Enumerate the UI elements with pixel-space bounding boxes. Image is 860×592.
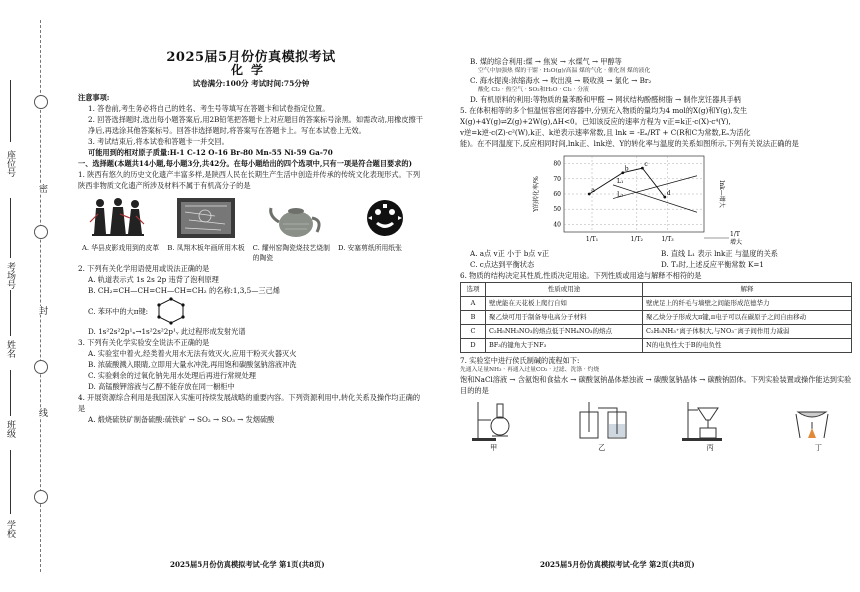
apparatus-yi-icon xyxy=(574,398,634,442)
notes-heading: 注意事项: xyxy=(78,93,110,102)
q5-stem-2: v逆=k逆·c(Z)·c²(W),k正、k逆表示速率常数,且 lnk = -Eₐ/RT + C(R和C为常数,Eₐ为活化 xyxy=(460,128,751,137)
table-cell: 壁虎能在天花板上爬行自如 xyxy=(486,297,643,311)
table-header-cell: 选项 xyxy=(461,283,486,297)
table-row[interactable] xyxy=(461,311,852,325)
chart-ytick-label: 80 xyxy=(553,160,561,168)
q1-option-b[interactable]: B. 凤翔木板年画所用木板 xyxy=(167,244,245,252)
chart-point xyxy=(641,167,644,170)
q4-stem: 4. 开展资源综合利用是我国深入实施可持续发展战略的重要内容。下列资源利用中,转化关系及操作均正确的是 xyxy=(78,393,421,413)
seal-mark: 密 xyxy=(37,184,47,193)
ceramic-teapot-image xyxy=(265,194,327,242)
left-content xyxy=(78,52,424,425)
table-header-row xyxy=(461,283,852,297)
chart-point xyxy=(621,171,624,174)
q4-option-c[interactable]: C. 海水提溴:浓缩海水 → 吹出溴 → 吸收溴 → 氯化 → Br₂ xyxy=(470,76,652,85)
school-label: 学校 xyxy=(5,520,15,538)
table-cell: A xyxy=(461,297,486,311)
exam-title: 2025届5月份仿真模拟考试 xyxy=(166,50,336,65)
q4-option-b[interactable]: B. 煤的综合利用:煤 → 焦炭 → 水煤气 → 甲醇等 xyxy=(470,57,622,66)
q4-option-d[interactable]: D. 有机原料的利用:等物质的量苯酚和甲醛 → 网状结构酚醛树脂 → 制作烹饪器具手柄 xyxy=(470,95,741,104)
binding-hole xyxy=(34,95,48,109)
q7-apparatus-labels xyxy=(490,442,822,453)
chart-xtick-label: 1/T₂ xyxy=(630,236,643,243)
q2-option-a[interactable]: A. 轨道表示式 1s 2s 2p 违背了泡利原理 xyxy=(88,275,219,284)
q5-option-c[interactable]: C. c点达到平衡状态 xyxy=(470,260,535,269)
apparatus-label[interactable]: 丁 xyxy=(814,443,822,452)
apparatus-ding-icon xyxy=(782,398,842,442)
chart-xunit: 增大 xyxy=(730,239,743,246)
q1-images xyxy=(86,194,416,242)
q4-b-lab-3: 催化剂 煤的液化 xyxy=(607,68,651,74)
apparatus-label[interactable]: 甲 xyxy=(490,443,498,452)
table-cell: 聚乙炔可用于制备导电高分子材料 xyxy=(486,311,643,325)
table-header-cell: 解释 xyxy=(643,283,852,297)
q5-option-b[interactable]: B. 直线 L₁ 表示 lnk正 与温度的关系 xyxy=(661,249,778,258)
q1-stem: 1. 陕西有悠久的历史文化遗产丰富多样,是陕西人民在长期生产生活中创造并传承的传统文化表现形式。下列陕西非物质文化遗产所涉及材料不属于有机高分子的是 xyxy=(78,170,421,190)
table-row[interactable] xyxy=(461,339,852,353)
exam-meta: 试卷满分:100分 考试时间:75分钟 xyxy=(192,79,310,88)
note-3: 3. 考试结束后,将本试卷和答题卡一并交回。 xyxy=(88,137,229,146)
table-cell: N的电负性大于B的电负性 xyxy=(643,339,852,353)
q1-option-a[interactable]: A. 华县皮影戏用到的皮革 xyxy=(82,244,160,252)
q2-option-c[interactable]: C. 苯环中的大π键: xyxy=(88,306,149,316)
shadow-puppet-image xyxy=(86,194,148,242)
seat-label: 座位号 xyxy=(5,150,15,177)
chart-xlabel: 1/T xyxy=(730,231,740,238)
q3-option-b[interactable]: B. 浓硫酸溅入眼睛,立即用大量水冲洗,再用饱和碳酸氢钠溶液冲洗 xyxy=(88,360,297,369)
q7-flow-labels: 先通入足量NH₃ · 再通入过量CO₂ · 过滤、洗涤 · 灼烧 xyxy=(460,367,600,373)
binding-hole xyxy=(34,225,48,239)
q4-b-lab-2: H₂O(g)/高温 煤的气化 xyxy=(543,68,603,74)
q5-stem-1: 5. 在体积相等的多个恒温恒容密闭容器中,分别充入物质的量均为4 mol的X(g)和Y(g),发生X(g)+4Y(g)⇌Z(g)+2W(g),ΔH<0。已知该反应的速率方程为 v正=k正·c(X)·c⁴(Y), xyxy=(460,106,748,126)
q2-stem: 2. 下列有关化学用语使用或说法正确的是 xyxy=(78,264,210,273)
q7-stem: 7. 实验室中进行侯氏制碱的流程如下: xyxy=(460,356,580,365)
q7-lab-4: 灼烧 xyxy=(587,367,600,373)
q2-option-d[interactable]: D. 1s²2s²2p¹ₓ→1s²2s²2p¹ᵧ 此过程形成发射光谱 xyxy=(88,327,246,336)
q4-option-a[interactable]: A. 煅烧硫铁矿制备硫酸:硫铁矿 → SO₂ → SO₃ → 发烟硫酸 xyxy=(88,415,275,424)
q6-stem: 6. 物质的结构决定其性质,性质决定用途。下列性质或用途与解释不相符的是 xyxy=(460,271,702,280)
section-heading: 一、选择题(本题共14小题,每小题3分,共42分。在每小题给出的四个选项中,只有一项是符合题目要求的) xyxy=(78,159,413,168)
table-header-cell: 性质或用途 xyxy=(486,283,643,297)
apparatus-label[interactable]: 丙 xyxy=(706,443,714,452)
chart-point-label: d xyxy=(666,190,671,198)
q1-options xyxy=(82,243,420,263)
note-2: 2. 回答选择题时,选出每小题答案后,用2B铅笔把答题卡上对应题目的答案标号涂黑。如需改动,用橡皮擦干净后,再选涂其他答案标号。回答非选择题时,将答案写在答题卡上。写在本试卷上无效。 xyxy=(88,115,423,135)
chart-point xyxy=(588,193,591,196)
chart-xtick-label: 1/T₃ xyxy=(661,236,674,243)
chart-xtick-label: 1/T₁ xyxy=(585,236,599,243)
q5-stem-3: 能)。在不同温度下,反应相同时间,lnk正、lnk逆、Y的转化率与温度的关系如图所示,下列有关说法正确的是 xyxy=(460,139,799,148)
chart-y2label: lnk—增大 xyxy=(718,180,725,208)
apparatus-bing-icon xyxy=(678,398,738,442)
chart-point-label: b xyxy=(624,165,629,173)
note-1: 1. 答卷前,考生务必将自己的姓名、考生号等填写在答题卡和试卷指定位置。 xyxy=(88,104,330,113)
q4-c-lab-2: 热空气 xyxy=(505,87,523,93)
chart-ytick-label: 50 xyxy=(553,206,561,214)
chart-line-L₁ xyxy=(613,185,697,212)
right-content xyxy=(460,56,852,453)
q1-option-c[interactable]: C. 耀州窑陶瓷烧技艺烧制的陶瓷 xyxy=(252,244,330,262)
q7-lab-2: 再通入过量CO₂ xyxy=(506,367,548,373)
table-cell: 壁虎足上的纤毛与墙壁之间能形成范德华力 xyxy=(643,297,852,311)
binding-margin xyxy=(0,0,72,592)
room-label: 考场号 xyxy=(5,262,15,289)
class-label: 班级 xyxy=(5,420,15,438)
q4-b-lab-1: 空气中加强热 煤的干馏 xyxy=(478,68,538,74)
q1-option-d[interactable]: D. 安塞剪纸所用纸张 xyxy=(337,244,402,252)
q2-option-b[interactable]: B. CH₂=CH—CH=CH—CH=CH₂ 的名称:1,3,5—三己烯 xyxy=(88,286,280,295)
q4-c-lab-3: SO₂和H₂O xyxy=(528,87,558,93)
paper-cut-image xyxy=(354,194,416,242)
binding-hole xyxy=(34,490,48,504)
chart-point-label: a xyxy=(591,187,595,194)
table-cell: C₂H₅NH₃NO₃的熔点低于NH₄NO₃的熔点 xyxy=(486,325,643,339)
q4-option-c-labels: 酸化 Cl₂ · 热空气 · SO₂和H₂O · Cl₂ · 分液 xyxy=(478,87,589,93)
name-label: 姓名 xyxy=(5,340,15,358)
q5-option-d[interactable]: D. T₂时,上述反应平衡常数 K=1 xyxy=(661,260,764,269)
chart-line-label: L₂ xyxy=(617,191,624,199)
binding-hole xyxy=(34,360,48,374)
footer-left: 2025届5月份仿真模拟考试·化学 第1页(共8页) xyxy=(170,560,325,569)
seat-line xyxy=(10,80,11,142)
chart-ylabel: Y的转化率/% xyxy=(533,176,540,212)
q4-c-lab-5: 分液 xyxy=(577,87,589,93)
chart-point-label: c xyxy=(644,161,648,169)
apparatus-label[interactable]: 乙 xyxy=(598,443,606,452)
q7-flow: 饱和NaCl溶液 → 含氨饱和食盐水 → 碳酸氢钠晶体悬浊液 → 碳酸氢钠晶体 → 碳酸钠固体。下列实验装置或操作能达到实验目的的是 xyxy=(460,375,852,395)
feng-mark: 封 xyxy=(37,306,47,315)
q5-chart xyxy=(524,150,764,248)
q2-option-c-row xyxy=(78,296,424,326)
room-line xyxy=(10,198,11,258)
q5-options xyxy=(460,248,852,259)
q4-c-lab-1: 酸化 Cl₂ xyxy=(478,87,501,93)
q4-option-b-labels: 空气中加强热 煤的干馏 · H₂O(g)/高温 煤的气化 · 催化剂 煤的液化 xyxy=(478,68,651,74)
q7-lab-1: 先通入足量NH₃ xyxy=(460,367,502,373)
chart-point xyxy=(663,196,666,199)
exam-subject: 化学 xyxy=(230,63,271,77)
atomic-masses: 可能用到的相对原子质量:H-1 C-12 O-16 Br-80 Mn-55 Ni-59 Ga-70 xyxy=(88,148,333,157)
q6-table xyxy=(460,282,852,353)
line-mark: 线 xyxy=(37,408,47,417)
q3-option-a[interactable]: A. 实验室中着火,经类着火用水无法有效灭火,应用干粉灭火器灭火 xyxy=(88,349,297,358)
chart-ytick-label: 70 xyxy=(553,175,561,183)
table-cell: C xyxy=(461,325,486,339)
q5-option-a[interactable]: A. a点 v正 小于 b点 v正 xyxy=(470,249,550,258)
school-line xyxy=(10,450,11,514)
chart-line-L₂ xyxy=(613,176,697,199)
apparatus-jia-icon xyxy=(470,398,530,442)
chart-ytick-label: 40 xyxy=(553,221,561,229)
q5-options-2 xyxy=(460,259,852,270)
q7-lab-3: 过滤、洗涤 xyxy=(553,367,582,373)
chart-ytick-label: 60 xyxy=(553,191,561,198)
table-cell: C₂H₅NH₃⁺离子体积大,与NO₃⁻离子间作用力减弱 xyxy=(643,325,852,339)
woodblock-print-image xyxy=(175,194,237,242)
right-page xyxy=(430,0,860,592)
class-line xyxy=(10,370,11,416)
table-cell: D xyxy=(461,339,486,353)
q3-stem: 3. 下列有关化学实验安全说法不正确的是 xyxy=(78,338,210,347)
table-cell: BF₃的键角大于NF₃ xyxy=(486,339,643,353)
table-row[interactable] xyxy=(461,297,852,311)
table-cell: B xyxy=(461,311,486,325)
name-line xyxy=(10,290,11,336)
q3-option-c[interactable]: C. 实验剩余的过氧化钠先用水处理后再进行常规处理 xyxy=(88,371,256,380)
table-row[interactable] xyxy=(461,325,852,339)
chart-line-label: L₁ xyxy=(617,177,624,185)
q7-apparatus xyxy=(470,398,842,442)
table-cell: 聚乙炔分子形成大π键,π电子可以在碳原子之间自由移动 xyxy=(643,311,852,325)
q3-option-d[interactable]: D. 高锰酸钾溶液与乙醇不能存放在同一橱柜中 xyxy=(88,382,235,391)
benzene-ring-icon xyxy=(154,296,188,326)
footer-right: 2025届5月份仿真模拟考试·化学 第2页(共8页) xyxy=(540,560,695,569)
q4-c-lab-4: Cl₂ xyxy=(563,87,572,93)
